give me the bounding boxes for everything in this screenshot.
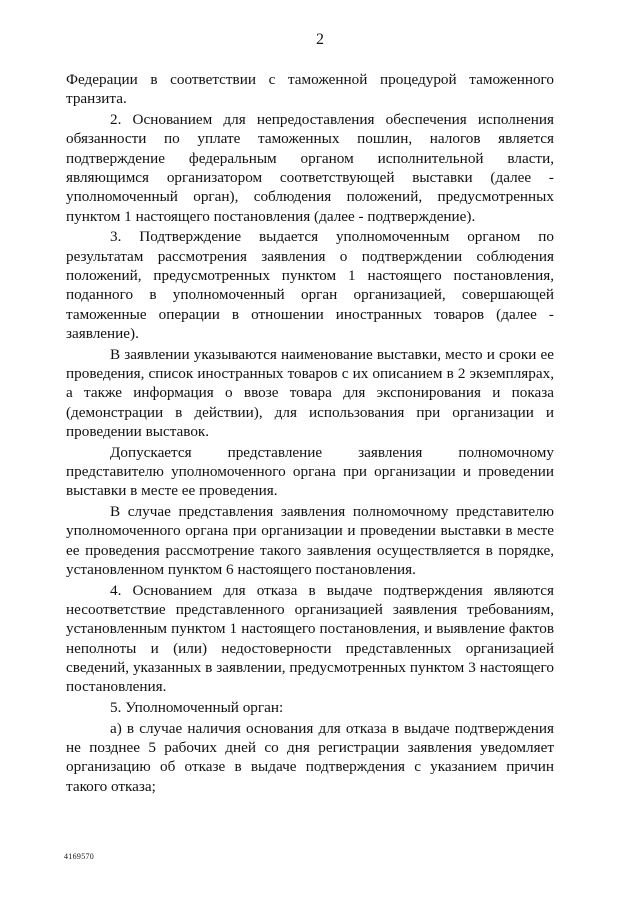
paragraph-continuation: Федерации в соответствии с таможенной процедурой таможенного транзита.	[66, 71, 554, 108]
document-code: 4169570	[64, 852, 95, 861]
paragraph-item-4: 4. Основанием для отказа в выдаче подтверждения являются несоответствие представленного организацией заявления требованиям, установленным пунктом 1 настоящего постановления, и выявление фактов неполноты и (или) недостоверности представленных организацией сведений, указанных в заявлении, предусмотренных пунктом 3 настоящего постановления.	[66, 581, 554, 696]
paragraph-item-2: 2. Основанием для непредоставления обеспечения исполнения обязанности по уплате таможенных пошлин, налогов является подтверждение федеральным органом исполнительной власти, являющимся организатором соответствующей выставки (далее - уполномоченный орган), соблюдения положений, предусмотренных пунктом 1 настоящего постановления (далее - подтверждение).	[66, 111, 554, 225]
paragraph-representative-review: В случае представления заявления полномочному представителю уполномоченного органа при организации и проведении выставки в месте ее проведения рассмотрение такого заявления осуществляется в порядке, установленном пунктом 6 настоящего постановления.	[66, 503, 554, 578]
paragraph-item-5: 5. Уполномоченный орган:	[110, 699, 284, 716]
paragraph-item-5a: а) в случае наличия основания для отказа в выдаче подтверждения не позднее 5 рабочих дней со дня регистрации заявления уведомляет организацию об отказе в выдаче подтверждения с указанием причин такого отказа;	[66, 719, 554, 795]
paragraph-representative-submission: Допускается представление заявления полномочному представителю уполномоченного органа при организации и проведении выставки в месте ее проведения.	[66, 443, 554, 500]
document-body	[66, 70, 554, 797]
page-number: 2	[316, 31, 324, 48]
paragraph-application-contents: В заявлении указываются наименование выставки, место и сроки ее проведения, список иностранных товаров с их описанием в 2 экземплярах, а также информация о ввозе товара для экспонирования и показа (демонстрации в действии), для использования при организации и проведении выставок.	[66, 345, 554, 440]
paragraph-item-3: 3. Подтверждение выдается уполномоченным органом по результатам рассмотрения заявления о подтверждении соблюдения положений, предусмотренных пунктом 1 настоящего постановления, поданного в уполномоченный орган организацией, совершающей таможенные операции в отношении иностранных товаров (далее - заявление).	[66, 228, 554, 342]
